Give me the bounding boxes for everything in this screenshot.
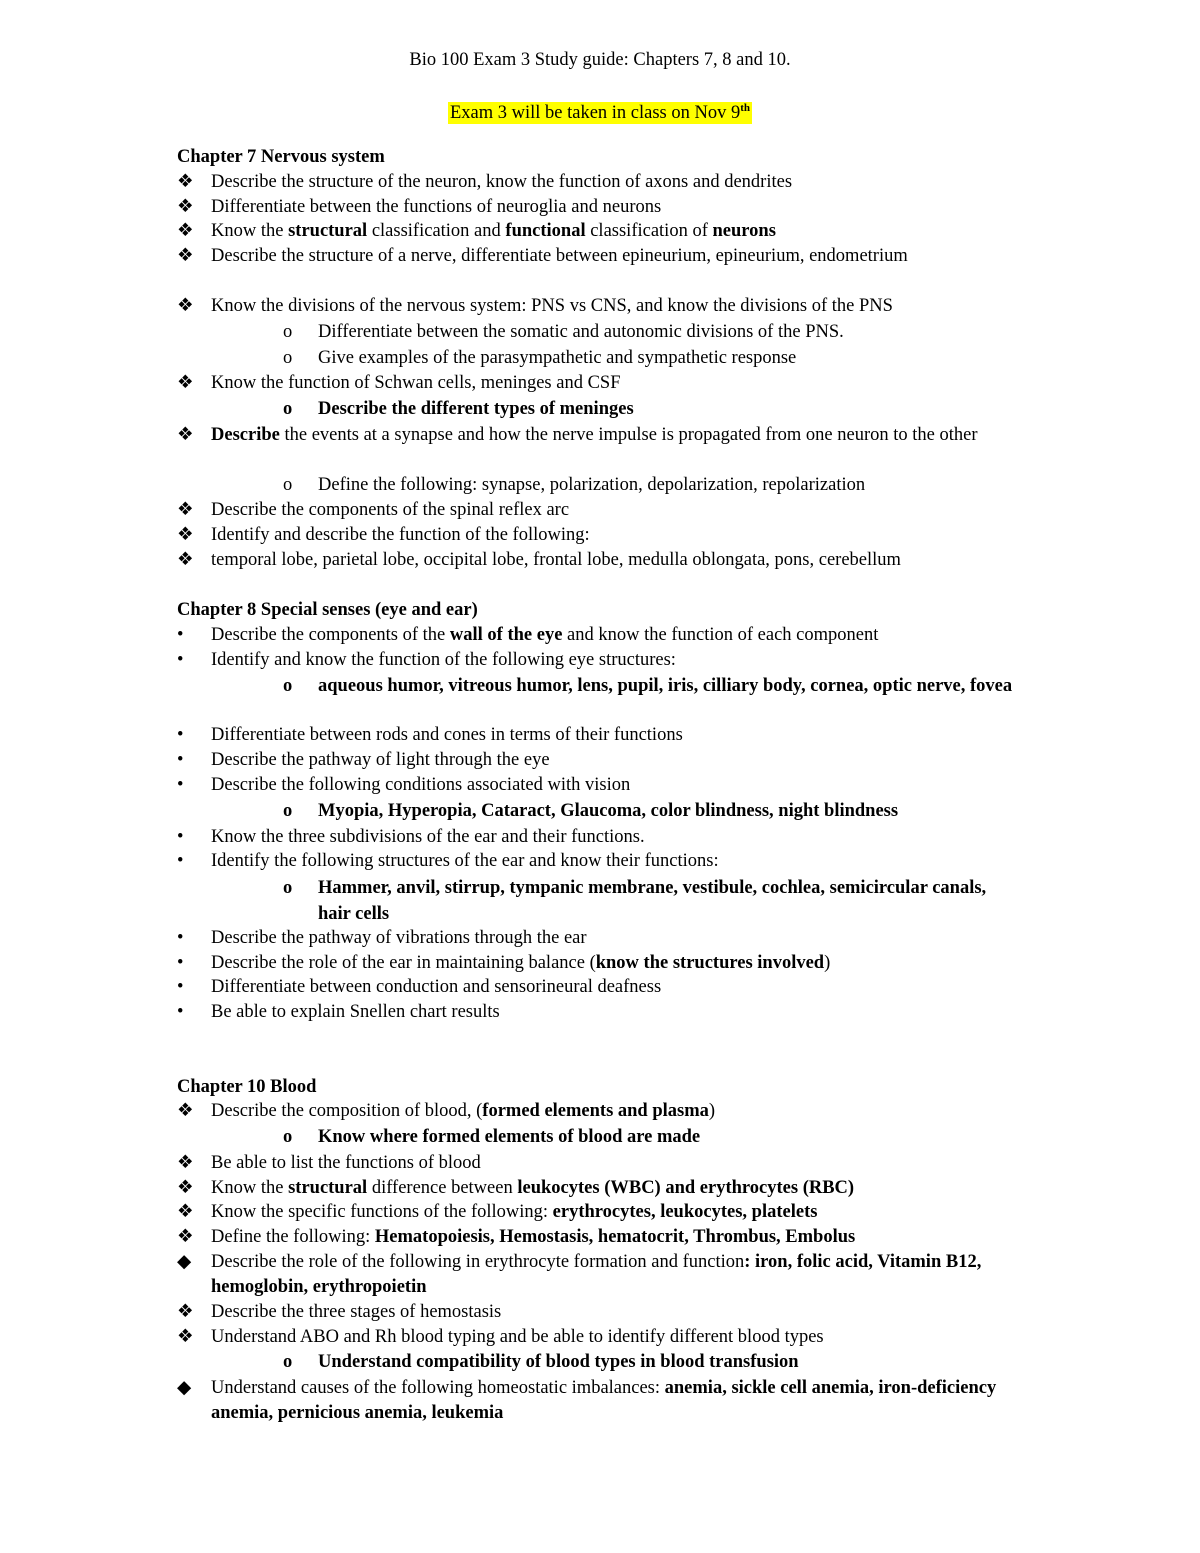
list-item: • Differentiate between conduction and sensorineural deafness xyxy=(177,975,1022,1000)
list-item: • Be able to explain Snellen chart results xyxy=(177,1000,1022,1025)
diamond-bullet-icon: ❖ xyxy=(177,425,194,445)
list-item: ❖ Know the divisions of the nervous system: PNS vs CNS, and know the divisions of the PNS xyxy=(177,294,1022,319)
sub-list-item: o Differentiate between the somatic and autonomic divisions of the PNS. xyxy=(283,319,1023,345)
chapter-8-heading: Chapter 8 Special senses (eye and ear) xyxy=(177,600,478,620)
diamond-bullet-icon: ❖ xyxy=(177,172,194,192)
diamond-bullet-icon: ❖ xyxy=(177,246,194,266)
list-item: ❖ Know the structural classification and functional classification of neurons xyxy=(177,219,1022,244)
bullet-icon: • xyxy=(177,953,184,973)
bullet-icon: • xyxy=(177,650,184,670)
bullet-icon: • xyxy=(177,625,184,645)
diamond-bullet-icon: ❖ xyxy=(177,1153,194,1173)
circle-bullet-icon: o xyxy=(283,348,293,368)
exam-notice-text: Exam 3 will be taken in class on Nov 9 xyxy=(449,103,741,124)
list-item: ❖ Know the function of Schwan cells, meninges and CSF xyxy=(177,371,1022,396)
bullet-icon: • xyxy=(177,851,184,871)
sub-list-item: o Define the following: synapse, polarization, depolarization, repolarization xyxy=(283,472,1023,498)
exam-notice-sup: th xyxy=(740,102,751,114)
bullet-icon: • xyxy=(177,725,184,745)
list-item: ❖ Know the structural difference between leukocytes (WBC) and erythrocytes (RBC) xyxy=(177,1176,1022,1201)
list-item: ❖ Know the specific functions of the following: erythrocytes, leukocytes, platelets xyxy=(177,1200,1022,1225)
list-item: • Describe the pathway of vibrations through the ear xyxy=(177,926,1022,951)
list-item: ❖ Define the following: Hematopoiesis, Hemostasis, hematocrit, Thrombus, Embolus xyxy=(177,1225,1022,1250)
sub-list-item: o aqueous humor, vitreous humor, lens, pupil, iris, cilliary body, cornea, optic nerve, fovea xyxy=(283,673,1023,699)
list-item: • Know the three subdivisions of the ear and their functions. xyxy=(177,825,1022,850)
diamond-bullet-icon: ❖ xyxy=(177,550,194,570)
list-item: ❖ Describe the three stages of hemostasis xyxy=(177,1300,1022,1325)
bullet-icon: • xyxy=(177,1002,184,1022)
list-item: • Identify the following structures of the ear and know their functions: xyxy=(177,849,1022,874)
bullet-icon: • xyxy=(177,928,184,948)
circle-bullet-icon: o xyxy=(283,801,293,821)
list-item: ❖ Describe the structure of the neuron, know the function of axons and dendrites xyxy=(177,170,1022,195)
list-item: • Differentiate between rods and cones in terms of their functions xyxy=(177,723,1022,748)
sub-list-item: o Myopia, Hyperopia, Cataract, Glaucoma, color blindness, night blindness xyxy=(283,798,1023,824)
list-item: • Describe the role of the ear in maintaining balance (know the structures involved) xyxy=(177,951,1022,976)
list-item: • Describe the components of the wall of the eye and know the function of each component xyxy=(177,623,1022,648)
list-item: • Identify and know the function of the following eye structures: xyxy=(177,648,1022,673)
diamond-bullet-icon: ❖ xyxy=(177,1327,194,1347)
diamond-bullet-icon: ❖ xyxy=(177,1178,194,1198)
diamond-bullet-icon: ❖ xyxy=(177,221,194,241)
sub-list-item: o Give examples of the parasympathetic and sympathetic response xyxy=(283,345,1023,371)
list-item: ◆ Describe the role of the following in erythrocyte formation and function: iron, folic acid, Vitamin B12, hemoglobin, erythropoietin xyxy=(177,1252,982,1297)
circle-bullet-icon: o xyxy=(283,399,293,419)
chapter-7-heading: Chapter 7 Nervous system xyxy=(177,147,385,167)
diamond-bullet-icon: ❖ xyxy=(177,1202,194,1222)
solid-diamond-bullet-icon: ◆ xyxy=(177,1378,192,1398)
diamond-bullet-icon: ❖ xyxy=(177,1302,194,1322)
circle-bullet-icon: o xyxy=(283,878,293,898)
exam-notice xyxy=(0,96,1200,125)
list-item: • Describe the pathway of light through the eye xyxy=(177,748,1022,773)
circle-bullet-icon: o xyxy=(283,1127,293,1147)
sub-list-item: o Hammer, anvil, stirrup, tympanic membrane, vestibule, cochlea, semicircular canals, hair cells xyxy=(283,875,1023,927)
list-item: ❖ Be able to list the functions of blood xyxy=(177,1151,1022,1176)
list-item: ❖ Describe the components of the spinal reflex arc xyxy=(177,498,1022,523)
chapter-10-heading: Chapter 10 Blood xyxy=(177,1077,317,1097)
circle-bullet-icon: o xyxy=(283,676,293,696)
circle-bullet-icon: o xyxy=(283,1352,293,1372)
circle-bullet-icon: o xyxy=(283,475,293,495)
list-item: ❖ Describe the structure of a nerve, differentiate between epineurium, epineurium, endometrium xyxy=(177,244,1022,269)
list-item: ❖ Differentiate between the functions of neuroglia and neurons xyxy=(177,195,1022,220)
sub-list-item: o Understand compatibility of blood types in blood transfusion xyxy=(283,1349,1023,1375)
sub-list-item: o Describe the different types of meninges xyxy=(283,396,1023,422)
list-item: ❖ Describe the events at a synapse and how the nerve impulse is propagated from one neuron to the other xyxy=(177,423,1022,448)
list-item: ❖ Describe the composition of blood, (formed elements and plasma) xyxy=(177,1099,1022,1124)
document-title: Bio 100 Exam 3 Study guide: Chapters 7, 8 and 10. xyxy=(409,50,791,70)
circle-bullet-icon: o xyxy=(283,322,293,342)
sub-list-item: o Know where formed elements of blood are made xyxy=(283,1124,1023,1150)
list-item: ❖ temporal lobe, parietal lobe, occipital lobe, frontal lobe, medulla oblongata, pons, cerebellum xyxy=(177,548,1022,573)
diamond-bullet-icon: ❖ xyxy=(177,500,194,520)
list-item: ❖ Identify and describe the function of the following: xyxy=(177,523,1022,548)
diamond-bullet-icon: ❖ xyxy=(177,1101,194,1121)
list-item: • Describe the following conditions associated with vision xyxy=(177,773,1022,798)
list-item: ❖ Understand ABO and Rh blood typing and be able to identify different blood types xyxy=(177,1325,1022,1350)
exam-notice-highlight xyxy=(448,102,752,124)
list-item: ◆ Understand causes of the following homeostatic imbalances: anemia, sickle cell anemia, iron-deficiency anemia, pernicious anemia, leukemia xyxy=(177,1378,997,1423)
bullet-icon: • xyxy=(177,827,184,847)
diamond-bullet-icon: ❖ xyxy=(177,296,194,316)
bullet-icon: • xyxy=(177,977,184,997)
bullet-icon: • xyxy=(177,775,184,795)
diamond-bullet-icon: ❖ xyxy=(177,525,194,545)
diamond-bullet-icon: ❖ xyxy=(177,1227,194,1247)
diamond-bullet-icon: ❖ xyxy=(177,197,194,217)
solid-diamond-bullet-icon: ◆ xyxy=(177,1252,192,1272)
bullet-icon: • xyxy=(177,750,184,770)
diamond-bullet-icon: ❖ xyxy=(177,373,194,393)
